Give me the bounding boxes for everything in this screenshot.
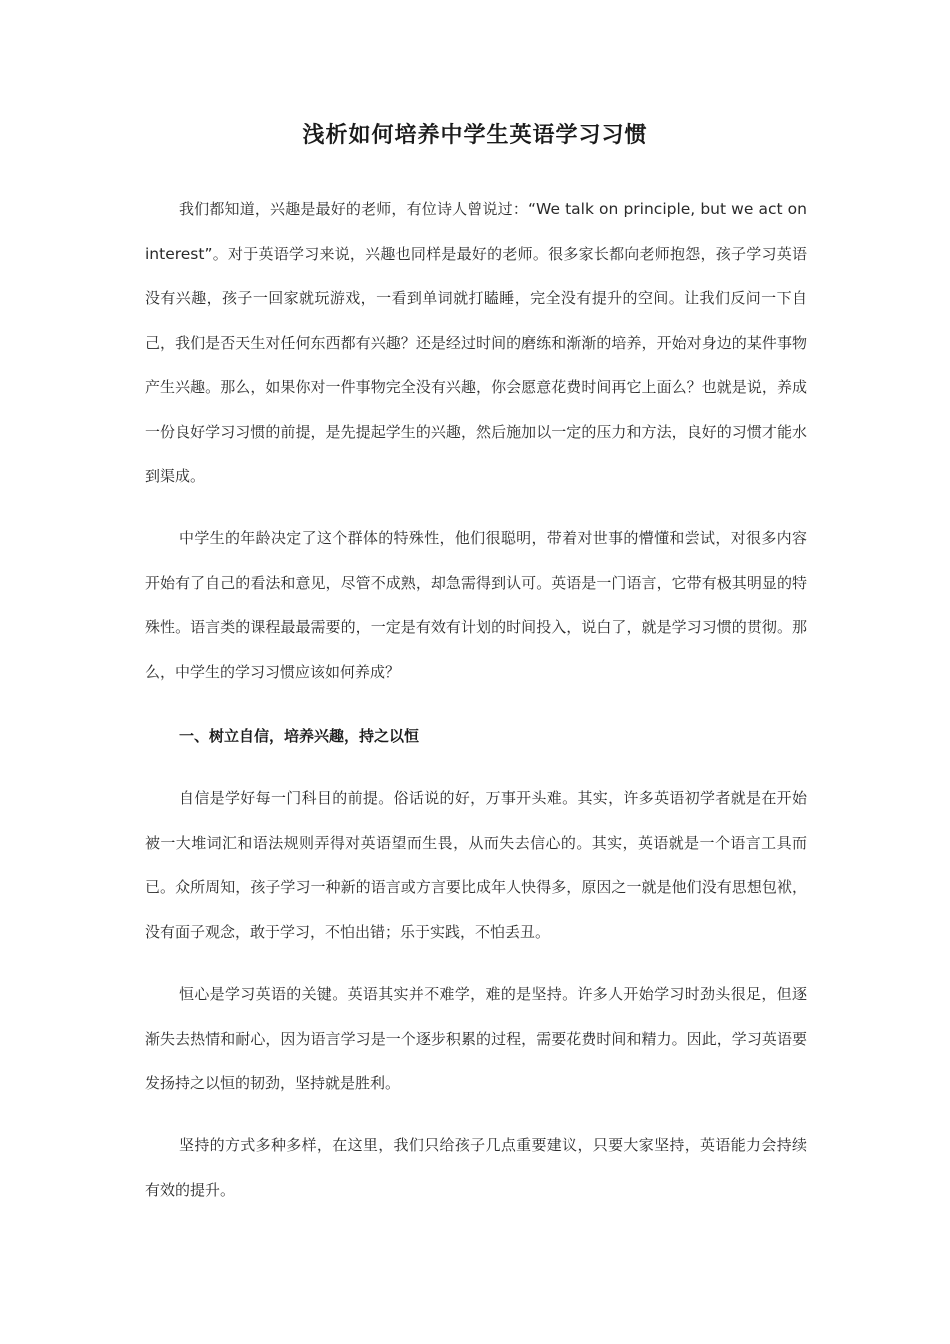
paragraph-interest	[145, 187, 807, 499]
section-heading: 一、树立自信，培养兴趣，持之以恒	[179, 727, 420, 745]
paragraph-interest-intro: 我们都知道，兴趣是最好的老师，有位诗人曾说过：	[179, 200, 528, 218]
english-quote: “We talk on principle, but we act on interest”	[145, 200, 807, 263]
paragraph-perseverance: 恒心是学习英语的关键。英语其实并不难学，难的是坚持。许多人开始学习时劲头很足，但逐渐失去热情和耐心，因为语言学习是一个逐步积累的过程，需要花费时间和精力。因此，学习英语要发扬持之以恒的韧劲，坚持就是胜利。	[145, 985, 807, 1092]
paragraph-interest-body: 。对于英语学习来说，兴趣也同样是最好的老师。很多家长都向老师抱怨，孩子学习英语没有兴趣，孩子一回家就玩游戏，一看到单词就打瞌睡，完全没有提升的空间。让我们反问一下自己，我们是否天生对任何东西都有兴趣？还是经过时间的磨练和渐渐的培养，开始对身边的某件事物产生兴趣。那么，如果你对一件事物完全没有兴趣，你会愿意花费时间再它上面么？也就是说，养成一份良好学习习惯的前提，是先提起学生的兴趣，然后施加以一定的压力和方法，良好的习惯才能水到渠成。	[145, 244, 807, 485]
paragraph-middle-school-students: 中学生的年龄决定了这个群体的特殊性，他们很聪明，带着对世事的懵懂和尝试，对很多内容开始有了自己的看法和意见，尽管不成熟，却急需得到认可。英语是一门语言，它带有极其明显的特殊性。语言类的课程最最需要的，一定是有效有计划的时间投入，说白了，就是学习习惯的贯彻。那么，中学生的学习习惯应该如何养成？	[145, 529, 807, 681]
paragraph-persistence-methods: 坚持的方式多种多样，在这里，我们只给孩子几点重要建议，只要大家坚持，英语能力会持续有效的提升。	[145, 1136, 807, 1199]
document-title: 浅析如何培养中学生英语学习习惯	[302, 122, 648, 148]
paragraph-confidence: 自信是学好每一门科目的前提。俗话说的好，万事开头难。其实，许多英语初学者就是在开始被一大堆词汇和语法规则弄得对英语望而生畏，从而失去信心的。其实，英语就是一个语言工具而已。众所周知，孩子学习一种新的语言或方言要比成年人快得多，原因之一就是他们没有思想包袱，没有面子观念，敢于学习，不怕出错；乐于实践，不怕丢丑。	[145, 789, 807, 941]
